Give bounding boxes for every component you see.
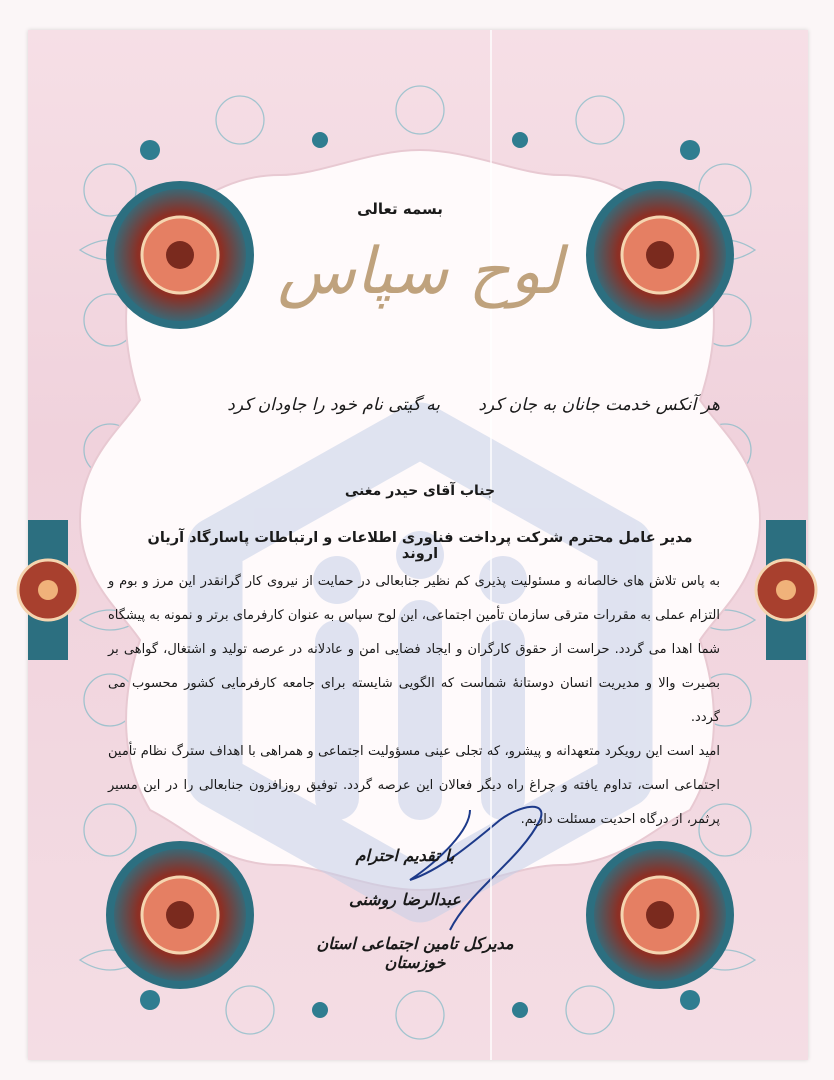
corner-medallion-top-left xyxy=(110,185,250,325)
signature-name: عبدالرضا روشنی xyxy=(349,890,461,909)
signature-closing: با تقدیم احترام xyxy=(355,846,455,865)
side-medallion-left xyxy=(18,520,78,660)
side-medallion-right xyxy=(756,520,816,660)
corner-medallion-top-right xyxy=(590,185,730,325)
poem-second-hemistich: به گیتی نام خود را جاودان کرد xyxy=(227,395,440,415)
recipient-position: مدیر عامل محترم شرکت پرداخت فناوری اطلاعات و ارتباطات پاسارگاد آریان اروند xyxy=(147,530,693,562)
corner-medallion-bottom-left xyxy=(110,845,250,985)
certificate-body xyxy=(108,565,720,837)
bottom-scroll-accents xyxy=(140,990,700,1018)
basmala-heading: بسمه تعالی xyxy=(357,200,443,218)
certificate-title: لوح سپاس xyxy=(277,235,563,309)
signature-title: مدیرکل تامین اجتماعی استان خوزستان xyxy=(316,934,514,972)
recipient-name: جناب آقای حیدر مغنی xyxy=(344,483,496,499)
corner-medallion-bottom-right xyxy=(590,845,730,985)
body-paragraph-2: امید است این رویکرد متعهدانه و پیشرو، که تجلی عینی مسؤولیت اجتماعی و همراهی با اهداف سترگ نظام تأمین اجتماعی است، تداوم یافته و چراغ راه دیگر فعالان این عرصه گردد. توفیق روزافزون جنابعالی را در این مسیر پرثمر، از درگاه احدیت مسئلت داریم. xyxy=(108,744,720,827)
poem-first-hemistich: هر آنکس خدمت جانان به جان کرد xyxy=(478,395,720,415)
body-paragraph-1: به پاس تلاش های خالصانه و مسئولیت پذیری کم نظیر جنابعالی در حمایت از نیروی کار گرانقدر این مرز و بوم و التزام عملی به مقررات مترقی سازمان تأمین اجتماعی، این لوح سپاس به عنوان کارفرمای برتر و نمونه به پیشگاه شما اهدا می گردد. حراست از حقوق کارگران و ایجاد فضایی امن و عادلانه در عرصه تولید و اشتغال، گواهی بر بصیرت والا و مدیریت انسان دوستانهٔ شماست که الگویی شایسته برای جامعه کارفرمایی کشور محسوب می گردد. xyxy=(108,574,720,725)
